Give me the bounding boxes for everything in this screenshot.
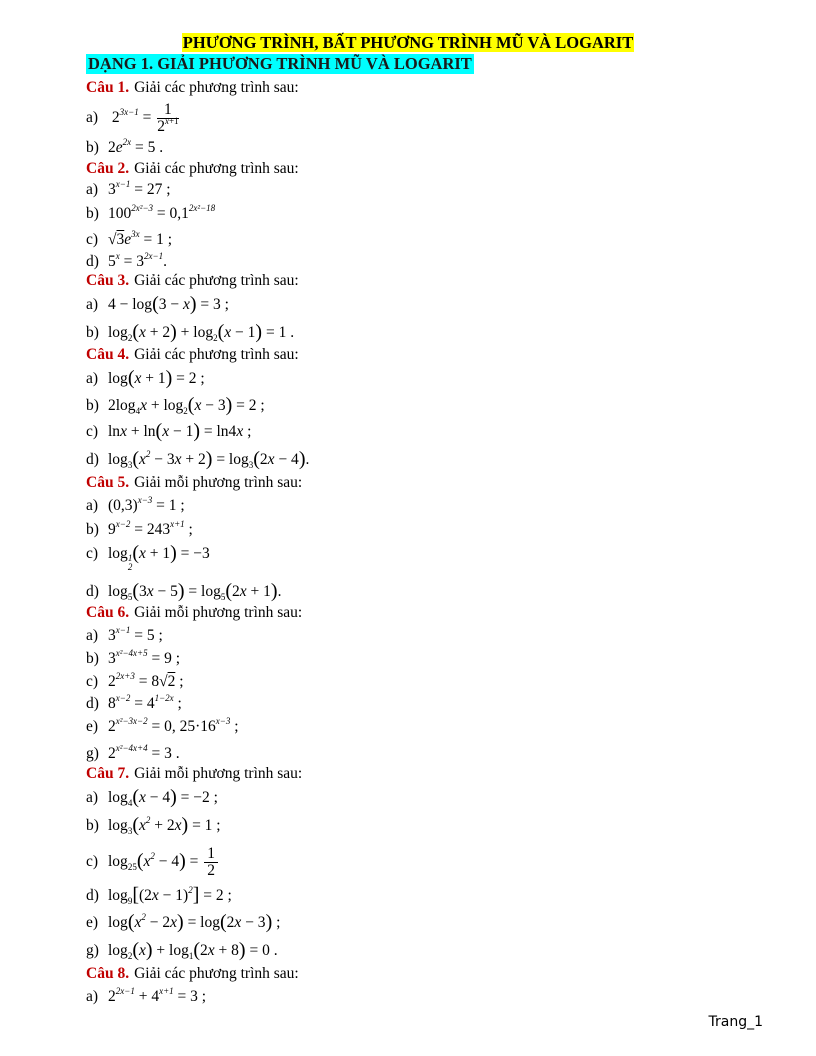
question-6: Câu 6. Giải mỗi phương trình sau: <box>86 604 303 621</box>
equation-3b: b) $\log_2(x + 2) + \log_2(x - 1) = 1$ . <box>86 321 295 343</box>
equation-5a: a) $(0,3)^{x-3} = 1$ ; <box>86 495 185 514</box>
equation-2d: d) $5^x = 3^{2x-1}$. <box>86 251 167 270</box>
equation-5d: d) $\log_5(3x - 5) = \log_5(2x + 1)$. <box>86 580 282 602</box>
equation-7c: c) $\log_{25}(x^2 - 4)$ = $\frac{1}{2}$ <box>86 846 220 879</box>
equation-8a: a) $2^{2x-1} + 4^{x+1} = 3$ ; <box>86 986 207 1005</box>
equation-6a: a) $3^{x-1} = 5$ ; <box>86 625 163 644</box>
equation-2b: b) $100^{2x^2-3} = 0,1^{2x^2-18}$ <box>86 203 216 222</box>
equation-6d: d) $8^{x-2} = 4^{1-2x}$ ; <box>86 693 182 712</box>
equation-4b: b) $2\log_4x + \log_2(x - 3) = 2$ ; <box>86 394 265 416</box>
equation-4c: c) lnx + ln(x − 1) = ln4x ; <box>86 420 252 442</box>
equation-6c: c) $2^{2x+3} = 8√2$ ; <box>86 671 184 690</box>
question-2: Câu 2. Giải các phương trình sau: <box>86 160 299 177</box>
equation-6g: g) $2^{x^2-4x+4} = 3$ . <box>86 743 180 762</box>
equation-7a: a) $\log_4(x - 4) = -2$ ; <box>86 786 218 808</box>
question-1: Câu 1. Giải các phương trình sau: <box>86 79 299 96</box>
equation-7e: e) $\log(x^2 - 2x) = \log(2x - 3)$ ; <box>86 911 281 933</box>
page-title: PHƯƠNG TRÌNH, BẤT PHƯƠNG TRÌNH MŨ VÀ LOGARIT <box>182 33 634 52</box>
question-5: Câu 5. Giải mỗi phương trình sau: <box>86 474 303 491</box>
page-number: Trang_1 <box>708 1014 763 1030</box>
equation-1b: b) $2e^{2x} = 5$ . <box>86 137 164 156</box>
equation-3a: a) 4 − log(3 − x) = 3 ; <box>86 293 229 315</box>
question-8: Câu 8. Giải các phương trình sau: <box>86 965 299 982</box>
question-4: Câu 4. Giải các phương trình sau: <box>86 346 299 363</box>
equation-6b: b) $3^{x^2-4x+5} = 9$ ; <box>86 648 181 667</box>
equation-4d: d) $\log_3(x^2 - 3x + 2) = \log_3(2x - 4)$. <box>86 448 310 470</box>
equation-7g: g) $\log_2(x) + \log_1(2x + 8) = 0$ . <box>86 939 278 961</box>
equation-5c: c) $\log_{1 2}(x + 1) = -3$ <box>86 542 210 572</box>
equation-7b: b) $\log_3(x^2 + 2x) = 1$ ; <box>86 814 221 836</box>
equation-1a: a) $2^{3x-1}$ = $\frac{1}{2^{x+1}}$ <box>86 101 179 135</box>
equation-2c: c) $√3e^{3x} = 1$ ; <box>86 229 173 248</box>
section-heading: DẠNG 1. GIẢI PHƯƠNG TRÌNH MŨ VÀ LOGARIT <box>88 54 472 73</box>
equation-7d: d) $\log_9[(2x - 1)^2] = 2$ ; <box>86 884 232 906</box>
equation-2a: a) $3^{x-1} = 27$ ; <box>86 179 171 198</box>
equation-4a: a) log(x + 1) = 2 ; <box>86 367 205 389</box>
equation-5b: b) $9^{x-2} = 243^{x+1}$ ; <box>86 519 193 538</box>
equation-6e: e) $2^{x^2-3x-2} = 0$, $25\cdot 16^{x-3}$ ; <box>86 716 239 735</box>
question-3: Câu 3. Giải các phương trình sau: <box>86 272 299 289</box>
question-7: Câu 7. Giải mỗi phương trình sau: <box>86 765 303 782</box>
